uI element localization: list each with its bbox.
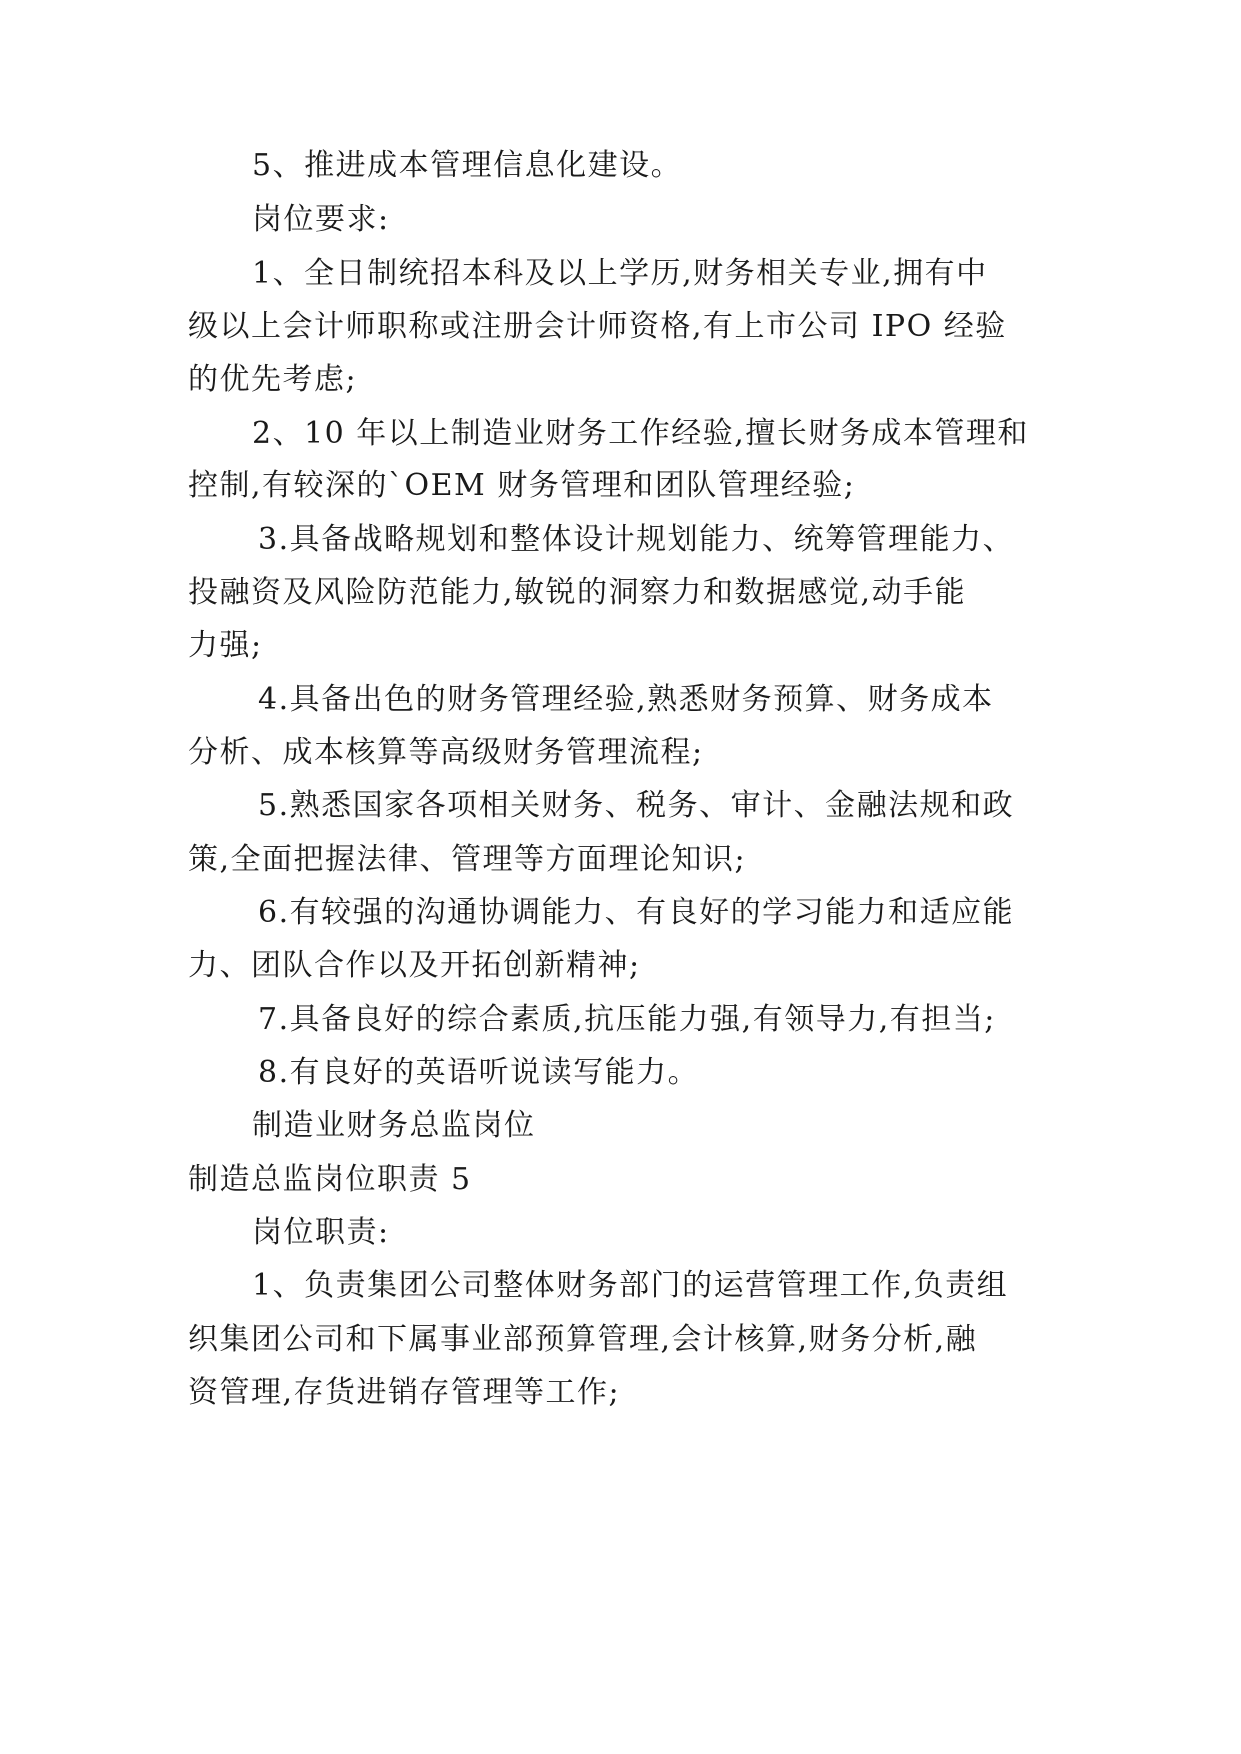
paragraph-line: 控制,有较深的`OEM 财务管理和团队管理经验;: [188, 468, 856, 503]
paragraph-line: 投融资及风险防范能力,敏锐的洞察力和数据感觉,动手能: [188, 575, 967, 610]
section-heading: 制造总监岗位职责 5: [188, 1162, 472, 1197]
section-heading: 岗位要求:: [252, 202, 390, 237]
paragraph-line: 织集团公司和下属事业部预算管理,会计核算,财务分析,融: [188, 1322, 978, 1357]
paragraph-line: 4.具备出色的财务管理经验,熟悉财务预算、财务成本: [258, 682, 994, 717]
paragraph-line: 8.有良好的英语听说读写能力。: [258, 1055, 700, 1090]
paragraph-line: 策,全面把握法律、管理等方面理论知识;: [188, 842, 747, 877]
paragraph-line: 5、推进成本管理信息化建设。: [252, 148, 683, 183]
paragraph-line: 2、10 年以上制造业财务工作经验,擅长财务成本管理和: [252, 416, 1029, 451]
paragraph-line: 1、全日制统招本科及以上学历,财务相关专业,拥有中: [252, 256, 988, 291]
paragraph-line: 分析、成本核算等高级财务管理流程;: [188, 735, 704, 770]
paragraph-line: 力强;: [188, 628, 263, 663]
paragraph-line: 资管理,存货进销存管理等工作;: [188, 1375, 621, 1410]
section-heading: 制造业财务总监岗位: [252, 1108, 536, 1143]
paragraph-line: 5.熟悉国家各项相关财务、税务、审计、金融法规和政: [258, 788, 1015, 823]
paragraph-line: 6.有较强的沟通协调能力、有良好的学习能力和适应能: [258, 895, 1015, 930]
paragraph-line: 7.具备良好的综合素质,抗压能力强,有领导力,有担当;: [258, 1002, 996, 1037]
paragraph-line: 1、负责集团公司整体财务部门的运营管理工作,负责组: [252, 1268, 1009, 1303]
paragraph-line: 的优先考虑;: [188, 362, 358, 397]
section-heading: 岗位职责:: [252, 1215, 390, 1250]
paragraph-line: 3.具备战略规划和整体设计规划能力、统筹管理能力、: [258, 522, 1015, 557]
paragraph-line: 力、团队合作以及开拓创新精神;: [188, 948, 641, 983]
paragraph-line: 级以上会计师职称或注册会计师资格,有上市公司 IPO 经验: [188, 309, 1007, 344]
